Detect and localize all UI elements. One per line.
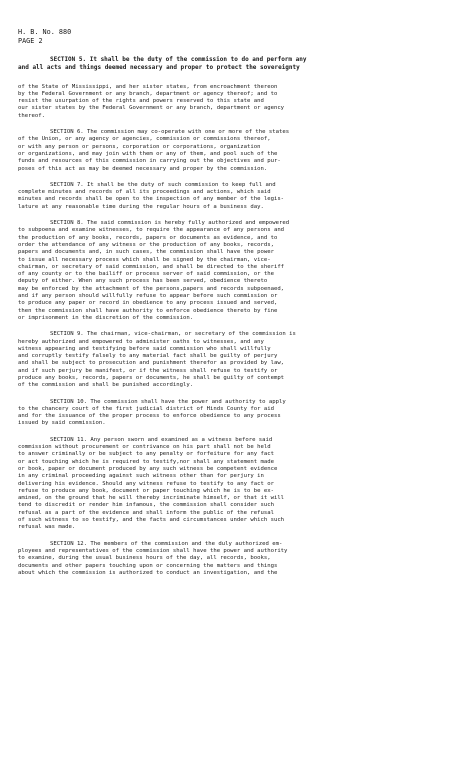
document-body xyxy=(18,56,445,577)
section-line: chairman, or secretary of said commission, and shall be directed to the sheriff xyxy=(18,263,285,270)
section-line: to produce any paper or record in obedience to any process issued and served, xyxy=(18,300,278,307)
section-line: of the commission and shall be punished accordingly. xyxy=(18,382,194,389)
section-line: SECTION 10. The commission shall have the power and authority to apply xyxy=(50,398,286,405)
section-line: poses of this act as may be deemed necessary and proper by the commission. xyxy=(18,165,268,172)
section-line: produce any books, records, papers or documents, he shall be guilty of contempt xyxy=(18,374,285,381)
bill-number: H. B. No. 880 xyxy=(18,28,72,36)
section-line: or act touching which he is required to testify,nor shall any statement made xyxy=(18,458,274,465)
section-line: commission without procurement or contrivance on his part shall not be held xyxy=(18,444,271,451)
section-line: tend to discredit or render him infamous, the commission shall consider such xyxy=(18,502,274,509)
section-line: papers and documents and, in such cases, the commission shall have the power xyxy=(18,249,274,256)
section-line: about which the commission is authorized to conduct an investigation, and the xyxy=(18,569,278,576)
section-line: SECTION 12. The members of the commission and the duly authorized em- xyxy=(50,540,283,547)
section-line: SECTION 7. It shall be the duty of such commission to keep full and xyxy=(50,181,276,188)
section-line: SECTION 5. It shall be the duty of the commission to do and perform any xyxy=(50,56,307,63)
section-line: documents and other papers touching upon or concerning the matters and things xyxy=(18,562,278,569)
section-line: deputy of either. When any such process has been served, obedience thereto xyxy=(18,278,268,285)
section-6 xyxy=(18,129,445,173)
section-7 xyxy=(18,182,445,211)
section-line: minutes and records shall be open to the inspection of any member of the legis- xyxy=(18,196,285,203)
section-line: SECTION 6. The commission may co-operate with one or more of the states xyxy=(50,129,290,136)
section-line: and if any person should willfully refuse to appear before such commission or xyxy=(18,293,278,300)
section-line: of such witness to so testify, and the facts and circumstances under which such xyxy=(18,517,285,524)
section-line: and all acts and things deemed necessary and proper to protect the sovereignty xyxy=(18,63,300,71)
section-line: ployees and representatives of the commission shall have the power and authority xyxy=(18,547,288,554)
section-5-cont xyxy=(18,84,445,120)
header-spacer xyxy=(18,45,445,56)
section-line: to answer criminally or be subject to any penalty or forfeiture for any fact xyxy=(18,451,274,458)
section-line: to issue all necessary process which shall be signed by the chairman, vice- xyxy=(18,256,271,263)
section-line: then the commission shall have authority to enforce obedience thereto by fine xyxy=(18,307,278,314)
section-line: to the chancery court of the first judicial district of Hinds County for aid xyxy=(18,405,274,412)
section-line: by the Federal Government or any branch, department or agency thereof; and to xyxy=(18,90,278,97)
section-line: order the attendance of any witness or the production of any books, records, xyxy=(18,241,274,248)
section-line: of the State of Mississippi, and her sister states, from encroachment thereon xyxy=(18,83,278,90)
section-line: refusal was made. xyxy=(18,524,76,531)
section-line: or with any person or persons, corporation or corporations, organization xyxy=(18,143,261,150)
section-8 xyxy=(18,220,445,322)
section-9 xyxy=(18,331,445,389)
page-number: PAGE 2 xyxy=(18,36,43,45)
section-line: in any criminal proceeding against such witness other than for perjury in xyxy=(18,473,264,480)
section-line: may be enforced by the attachment of the persons,papers and records subpoenaed, xyxy=(18,285,285,292)
section-line: of the Union, or any agency or agencies, commission or commissions thereof, xyxy=(18,136,271,143)
section-line: SECTION 9. The chairman, vice-chairman, or secretary of the commission is xyxy=(50,331,296,338)
section-line: our sister states by the Federal Government or any branch, department or agency xyxy=(18,105,285,112)
section-12 xyxy=(18,541,445,577)
section-line: to subpoena and examine witnesses, to require the appearance of any persons and xyxy=(18,227,285,234)
section-line: of any county or to the bailiff or process server of said commission, or the xyxy=(18,271,274,278)
section-line: SECTION 11. Any person sworn and examined as a witness before said xyxy=(50,436,273,443)
section-10 xyxy=(18,399,445,428)
section-line: to examine, during the usual business hours of the day, all records, books, xyxy=(18,555,271,562)
section-line: issued by said commission. xyxy=(18,420,106,427)
section-line: or book, paper or document produced by any such witness be competent evidence xyxy=(18,465,278,472)
section-5 xyxy=(18,56,445,72)
section-line: hereby authorized and empowered to administer oaths to witnesses, and any xyxy=(18,338,264,345)
section-line: complete minutes and records of all its proceedings and actions, which said xyxy=(18,189,271,196)
section-line: refusal as a part of the evidence and shall inform the public of the refusal xyxy=(18,509,274,516)
section-line: or imprisonment in the discretion of the commission. xyxy=(18,314,194,321)
section-line: amined, on the ground that he will thereby incriminate himself, or that it will xyxy=(18,495,285,502)
section-11 xyxy=(18,437,445,532)
section-line: or organizations, and may join with them or any of them, and pool such of the xyxy=(18,150,278,157)
section-line: delivering his evidence. Should any witness refuse to testify to any fact or xyxy=(18,480,274,487)
section-line: and corruptly testify falsely to any material fact shall be guilty of perjury xyxy=(18,353,278,360)
section-line: lature at any reasonable time during the regular hours of a business day. xyxy=(18,203,264,210)
section-line: the production of any books, records, papers or documents as evidence, and to xyxy=(18,234,278,241)
section-line: witness appearing and testifying before said commission who shall willfully xyxy=(18,345,271,352)
section-line: funds and resources of this commission in carrying out the objectives and pur- xyxy=(18,158,281,165)
section-line: SECTION 8. The said commission is hereby fully authorized and empowered xyxy=(50,220,290,227)
section-line: and for the issuance of the proper process to enforce obedience to any process xyxy=(18,413,281,420)
section-line: and if such perjury be manifest, or if the witness shall refuse to testify or xyxy=(18,367,278,374)
section-line: and shall be subject to prosecution and punishment therefor as provided by law, xyxy=(18,360,285,367)
section-line: refuse to produce any book, document or paper touching which he is to be ex- xyxy=(18,487,274,494)
section-line: resist the usurpation of the rights and powers reserved to this state and xyxy=(18,98,264,105)
section-line: thereof. xyxy=(18,112,45,119)
